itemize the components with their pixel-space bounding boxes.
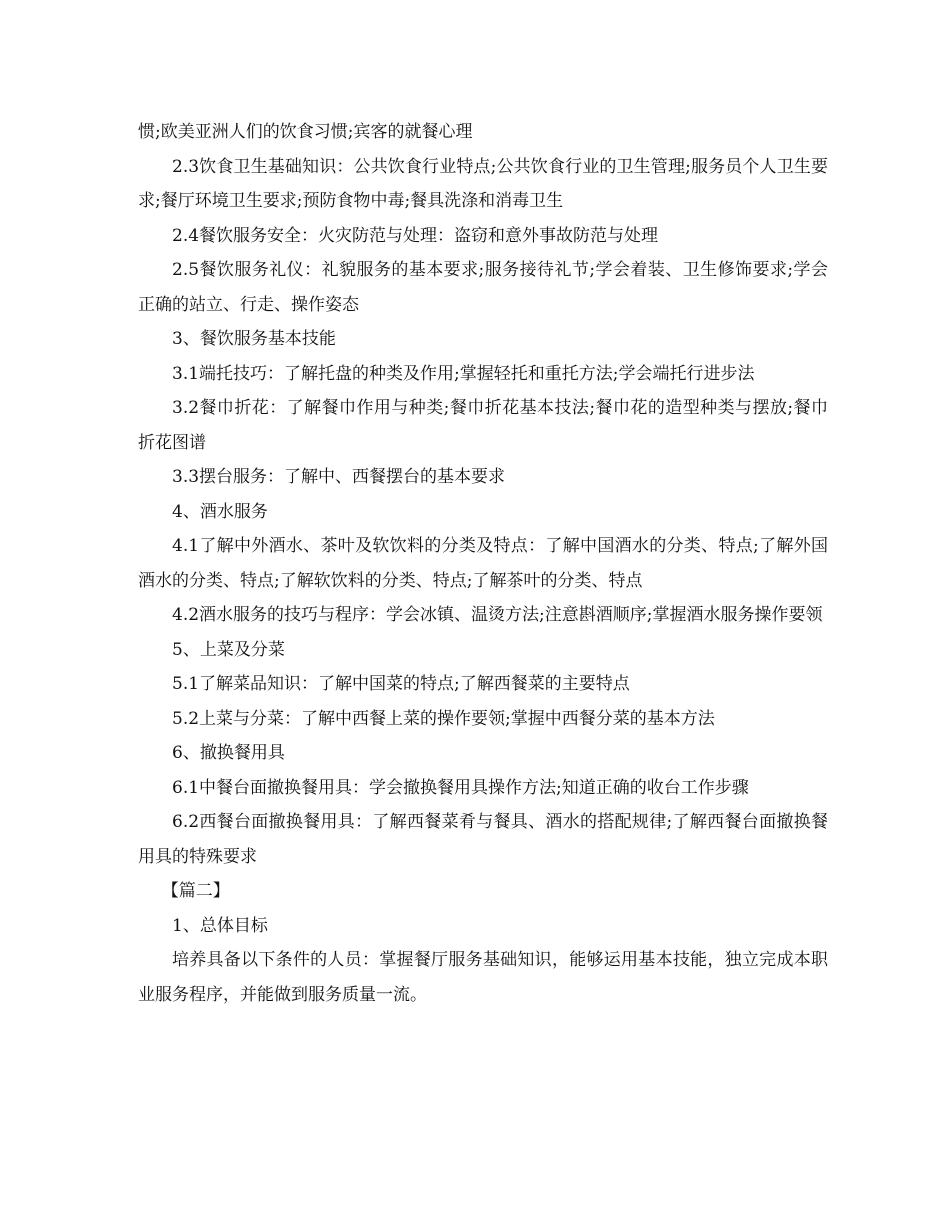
paragraph-beverage-types: 4.1了解中外酒水、茶叶及软饮料的分类及特点：了解中国酒水的分类、特点;了解外国酒水的分类、特点;了解软饮料的分类、特点;了解茶叶的分类、特点 (138, 536, 828, 591)
section-heading-serving-dishes: 5、上菜及分菜 (172, 639, 285, 660)
paragraph-napkin-folding: 3.2餐巾折花：了解餐巾作用与种类;餐巾折花基本技法;餐巾花的造型种类与摆放;餐巾折花图谱 (138, 398, 828, 453)
section-heading-basic-skills: 3、餐饮服务基本技能 (172, 329, 336, 349)
section-heading-changing-tableware: 6、撤换餐用具 (172, 743, 285, 763)
section-heading-beverage-service: 4、酒水服务 (172, 501, 268, 522)
paragraph-food-hygiene: 2.3饮食卫生基础知识：公共饮食行业特点;公共饮食行业的卫生管理;服务员个人卫生要求;餐厅环境卫生要求;预防食物中毒;餐具洗涤和消毒卫生 (138, 156, 828, 211)
section-heading-overall-goal: 1、总体目标 (172, 915, 268, 936)
document-body (138, 115, 828, 1012)
paragraph-chinese-tableware: 6.1中餐台面撤换餐用具：学会撤换餐用具操作方法;知道正确的收台工作步骤 (172, 777, 749, 798)
paragraph-tray-skills: 3.1端托技巧：了解托盘的种类及作用;掌握轻托和重托方法;学会端托行进步法 (172, 363, 755, 384)
paragraph-western-tableware: 6.2西餐台面撤换餐用具：了解西餐菜肴与餐具、酒水的搭配规律;了解西餐台面撤换餐用具的特殊要求 (138, 812, 828, 867)
paragraph-continuation: 惯;欧美亚洲人们的饮食习惯;宾客的就餐心理 (138, 122, 473, 142)
paragraph-dish-knowledge: 5.1了解菜品知识：了解中国菜的特点;了解西餐菜的主要特点 (172, 674, 630, 694)
paragraph-service-safety: 2.4餐饮服务安全：火灾防范与处理：盗窃和意外事故防范与处理 (172, 225, 659, 246)
paragraph-table-setting: 3.3摆台服务：了解中、西餐摆台的基本要求 (172, 467, 506, 487)
paragraph-serving-and-portioning: 5.2上菜与分菜：了解中西餐上菜的操作要领;掌握中西餐分菜的基本方法 (172, 708, 715, 729)
part-heading-two: 【篇二】 (161, 881, 230, 901)
paragraph-service-etiquette: 2.5餐饮服务礼仪：礼貌服务的基本要求;服务接待礼节;学会着装、卫生修饰要求;学会正确的站立、行走、操作姿态 (138, 260, 828, 315)
paragraph-beverage-procedure: 4.2酒水服务的技巧与程序：学会冰镇、温烫方法;注意斟酒顺序;掌握酒水服务操作要领 (172, 605, 823, 625)
paragraph-training-goal: 培养具备以下条件的人员：掌握餐厅服务基础知识，能够运用基本技能，独立完成本职业服务程序，并能做到服务质量一流。 (138, 950, 828, 1005)
